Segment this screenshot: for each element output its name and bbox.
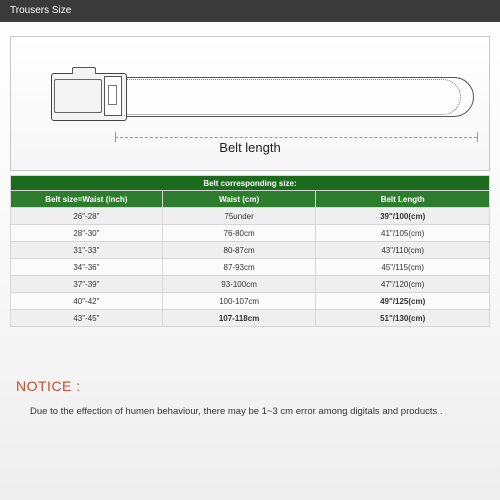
table-header-row: [11, 191, 490, 208]
cell-waist: 76-80cm: [162, 225, 316, 242]
belt-diagram: [10, 36, 490, 171]
cell-belt-length: 49"/125(cm): [316, 293, 490, 310]
cell-belt-length: 41"/105(cm): [316, 225, 490, 242]
cell-belt-size: 26"-28": [11, 208, 163, 225]
cell-waist: 75under: [162, 208, 316, 225]
page-header: [0, 0, 500, 22]
buckle-prong: [72, 67, 96, 74]
belt-loop: [104, 76, 122, 116]
cell-belt-size: 37"-39": [11, 276, 163, 293]
belt-stitching: [121, 79, 461, 115]
table-row: [11, 259, 490, 276]
measure-line: [115, 137, 477, 138]
notice-title: NOTICE :: [16, 378, 81, 394]
belt-loop-core: [108, 85, 117, 105]
cell-belt-size: 34"-36": [11, 259, 163, 276]
table-row: [11, 242, 490, 259]
table-caption-row: [11, 176, 490, 191]
size-table: [10, 175, 490, 327]
cell-waist: 107-118cm: [162, 310, 316, 327]
table-caption: Belt corresponding size:: [11, 176, 490, 191]
cell-waist: 87-93cm: [162, 259, 316, 276]
cell-belt-length: 47"/120(cm): [316, 276, 490, 293]
cell-belt-size: 40"-42": [11, 293, 163, 310]
cell-waist: 93-100cm: [162, 276, 316, 293]
cell-belt-length: 43"/110(cm): [316, 242, 490, 259]
notice-text: Due to the effection of humen behaviour, there may be 1~3 cm error among digitals and products .: [30, 406, 443, 417]
cell-belt-length: 39"/100(cm): [316, 208, 490, 225]
table-row: [11, 293, 490, 310]
table-row: [11, 208, 490, 225]
cell-belt-size: 28"-30": [11, 225, 163, 242]
table-row: [11, 310, 490, 327]
belt-buckle-icon: [51, 73, 127, 121]
table-row: [11, 225, 490, 242]
col-header-belt-size: Belt size=Waist (inch): [11, 191, 163, 208]
cell-belt-size: 31"-33": [11, 242, 163, 259]
table-row: [11, 276, 490, 293]
col-header-belt-length: Belt Length: [316, 191, 490, 208]
cell-waist: 100-107cm: [162, 293, 316, 310]
col-header-waist: Waist (cm): [162, 191, 316, 208]
cell-waist: 80-87cm: [162, 242, 316, 259]
cell-belt-size: 43"-45": [11, 310, 163, 327]
cell-belt-length: 45"/115(cm): [316, 259, 490, 276]
belt-length-label: Belt length: [219, 140, 281, 155]
buckle-frame: [54, 79, 102, 113]
cell-belt-length: 51"/130(cm): [316, 310, 490, 327]
header-title: Trousers Size: [10, 5, 72, 16]
